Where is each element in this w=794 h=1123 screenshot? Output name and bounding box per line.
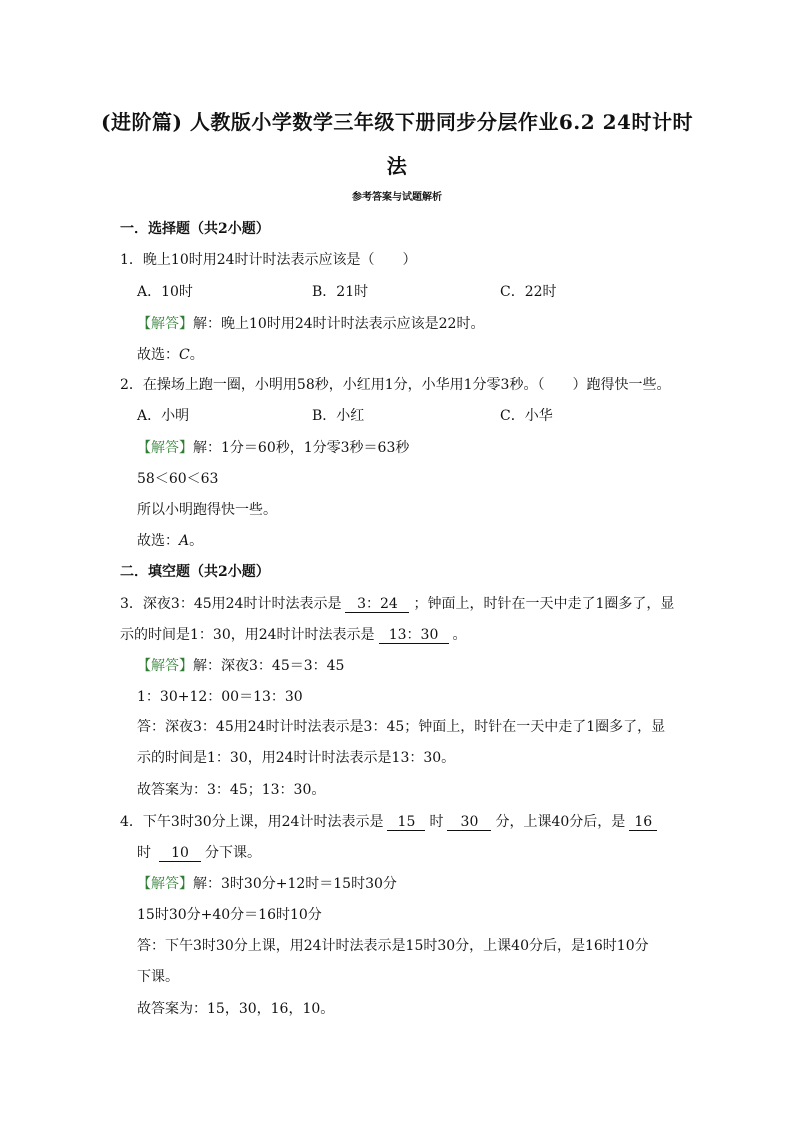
q1-choice-prefix: 故选： bbox=[137, 347, 179, 363]
section-heading-fill: 二．填空题（共2小题） bbox=[120, 564, 270, 580]
q3-answer-2: 示的时间是1：30，用24时计时法表示是13：30。 bbox=[137, 750, 456, 766]
q4-stem-line2 bbox=[137, 842, 261, 862]
q2-jieda-label: 【解答】 bbox=[137, 440, 193, 456]
q4-text-4: 时 bbox=[137, 845, 151, 861]
q3-solution-1 bbox=[137, 655, 344, 675]
q4-jieda-label: 【解答】 bbox=[137, 876, 193, 892]
q4-answer-1: 答：下午3时30分上课，用24计时法表示是15时30分，上课40分后，是16时10分 bbox=[137, 938, 649, 954]
q4-text-2: 时 bbox=[429, 814, 444, 830]
q1-option-b: B．21时 bbox=[312, 284, 369, 300]
q2-option-a: A．小明 bbox=[137, 408, 190, 424]
q3-solution-2: 1：30+12：00＝13：30 bbox=[137, 689, 303, 705]
page-title: (进阶篇) 人教版小学数学三年级下册同步分层作业6.2 24时计时法 bbox=[101, 110, 693, 178]
q4-text-1: 4．下午3时30分上课，用24计时法表示是 bbox=[120, 814, 384, 830]
q1-solution-text: 解：晚上10时用24时计时法表示应该是22时。 bbox=[193, 316, 485, 332]
q3-text-4: 。 bbox=[452, 627, 467, 643]
q4-blank-1: 15 bbox=[387, 814, 425, 831]
q3-text-2: ；钟面上，时针在一天中走了1圈多了，显 bbox=[413, 596, 675, 612]
q2-choice-prefix: 故选： bbox=[137, 533, 179, 549]
q2-conclusion: 所以小明跑得快一些。 bbox=[137, 502, 277, 518]
q2-option-c: C．小华 bbox=[500, 408, 553, 424]
q3-blank-1: 3：24 bbox=[345, 596, 409, 613]
q4-answer-2: 下课。 bbox=[137, 969, 179, 985]
q3-answer-1: 答：深夜3：45用24时计时法表示是3：45；钟面上，时针在一天中走了1圈多了，显 bbox=[137, 719, 666, 735]
q4-blank-2: 30 bbox=[447, 814, 491, 831]
q4-text-5: 分下课。 bbox=[205, 845, 261, 861]
q1-choice-letter: C bbox=[179, 347, 190, 363]
q1-stem: 1．晚上10时用24时计时法表示应该是（ ） bbox=[120, 252, 417, 268]
q3-text-3: 示的时间是1：30，用24时计时法表示是 bbox=[120, 627, 375, 643]
q2-choice-letter: A bbox=[179, 533, 190, 549]
q1-option-a: A．10时 bbox=[137, 284, 193, 300]
q4-solution-2: 15时30分+40分＝16时10分 bbox=[137, 907, 322, 923]
q3-jieda-label: 【解答】 bbox=[137, 658, 193, 674]
q1-option-c: C．22时 bbox=[500, 284, 557, 300]
q2-solution-text: 解：1分＝60秒，1分零3秒＝63秒 bbox=[193, 440, 410, 456]
q3-text-1: 3．深夜3：45用24时计时法表示是 bbox=[120, 596, 342, 612]
q1-choice-suffix: 。 bbox=[189, 347, 204, 363]
q4-solution-text: 解：3时30分+12时＝15时30分 bbox=[193, 876, 397, 892]
section-heading-choice: 一．选择题（共2小题） bbox=[120, 221, 270, 237]
q2-choice-suffix: 。 bbox=[189, 533, 204, 549]
q1-jieda-label: 【解答】 bbox=[137, 316, 193, 332]
q2-choice bbox=[137, 530, 203, 550]
q3-stem-line2 bbox=[120, 624, 467, 644]
q4-blank-4: 10 bbox=[159, 845, 201, 862]
q1-choice bbox=[137, 344, 204, 364]
q4-final: 故答案为：15，30，16，10。 bbox=[137, 1001, 335, 1017]
q2-stem: 2．在操场上跑一圈，小明用58秒，小红用1分，小华用1分零3秒。（ ）跑得快一些。 bbox=[120, 377, 671, 393]
q2-compare: 58＜60＜63 bbox=[137, 471, 219, 487]
q1-solution bbox=[137, 313, 484, 333]
q2-solution bbox=[137, 437, 409, 457]
q3-final: 故答案为：3：45；13：30。 bbox=[137, 782, 326, 798]
q3-solution-text: 解：深夜3：45＝3：45 bbox=[193, 658, 345, 674]
q4-solution-1 bbox=[137, 873, 397, 893]
q4-text-3: 分，上课40分后，是 bbox=[495, 814, 626, 830]
q3-blank-2: 13：30 bbox=[379, 627, 449, 644]
q4-stem-line1 bbox=[120, 811, 657, 831]
q3-stem-line1 bbox=[120, 593, 674, 613]
q4-blank-3: 16 bbox=[629, 814, 657, 831]
q2-option-b: B．小红 bbox=[312, 408, 365, 424]
page-subtitle: 参考答案与试题解析 bbox=[352, 192, 442, 203]
